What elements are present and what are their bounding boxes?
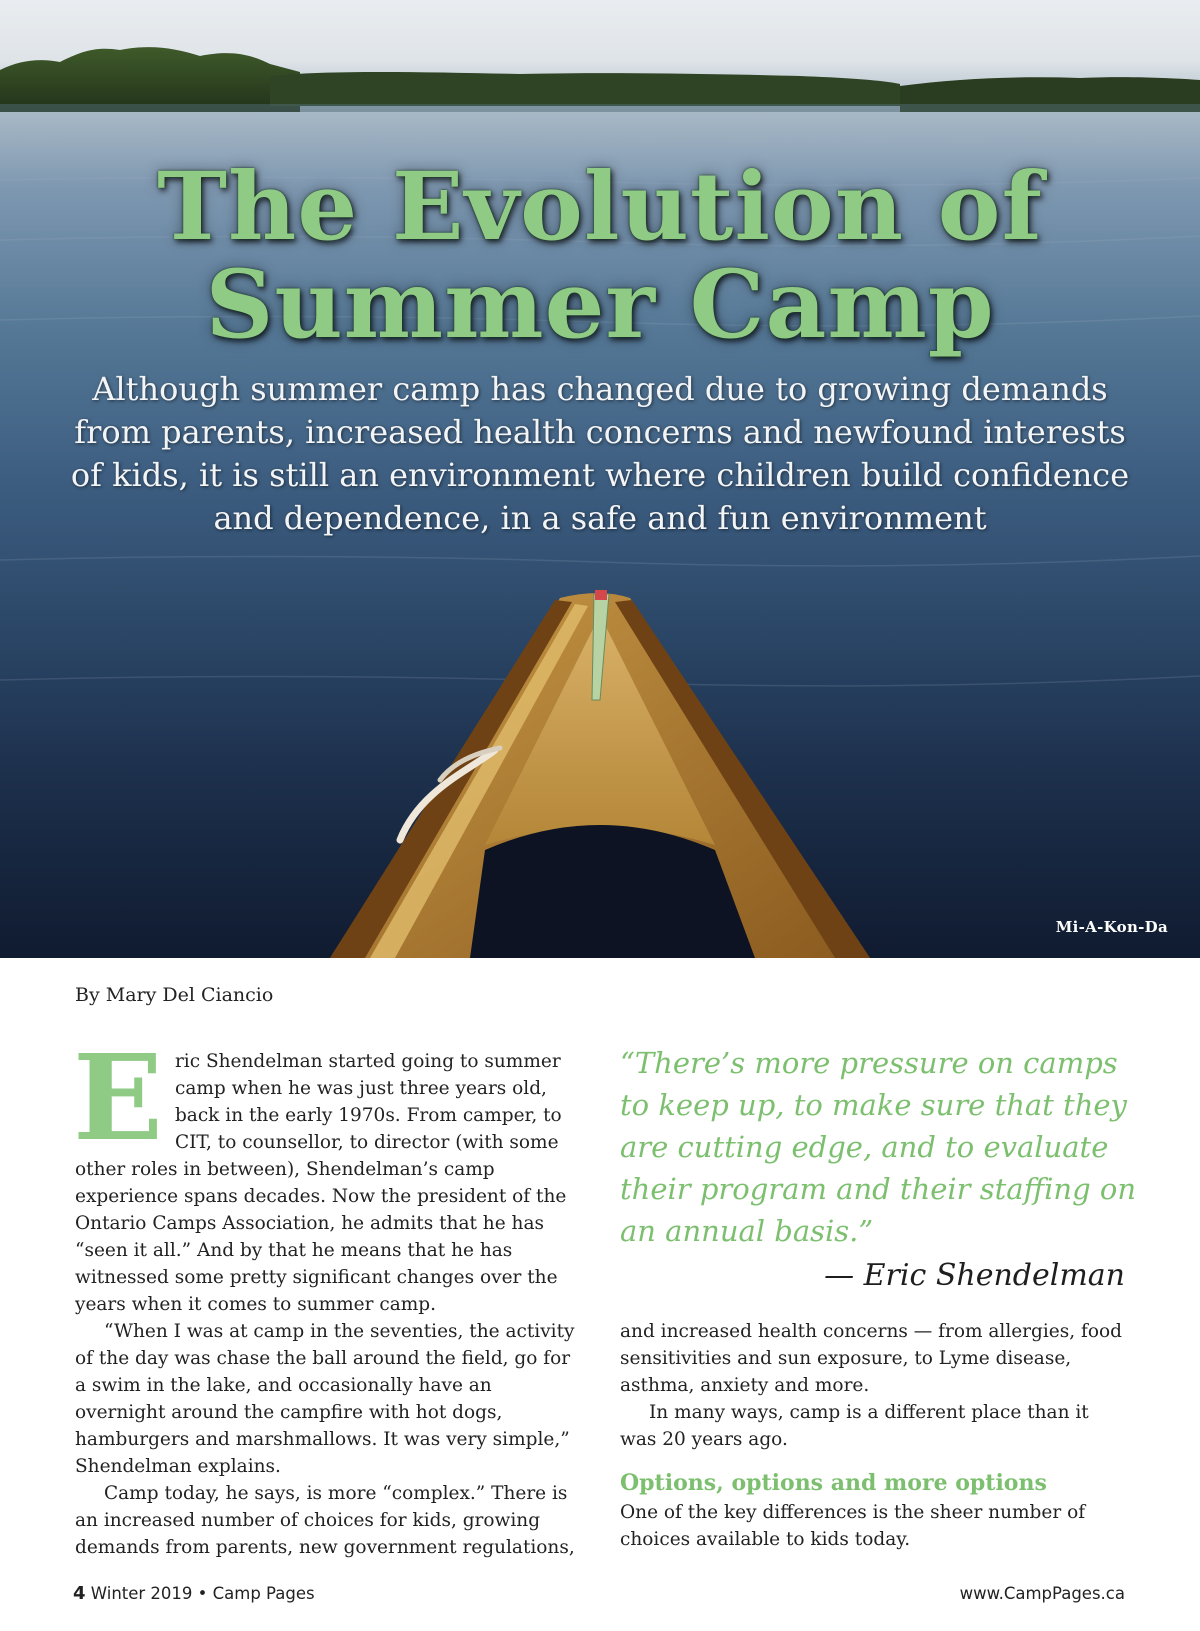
issue-label: Winter 2019 • Camp Pages — [90, 1584, 315, 1603]
section-subhead: Options, options and more options — [620, 1470, 1047, 1496]
paragraph-5: In many ways, camp is a different place than it was 20 years ago. — [620, 1402, 1089, 1450]
paragraph-2: “When I was at camp in the seventies, the activity of the day was chase the ball around the field, go for a swim in the lake, and occasionally have an overnight around the campfire with hot dogs, hamburgers and marshmallows. It was very simple,” Shendelman explains. — [75, 1321, 575, 1477]
shoreline-trees — [0, 47, 1200, 112]
paragraph-4: and increased health concerns — from allergies, food sensitivities and sun exposure, to Lyme disease, asthma, anxiety and more. — [620, 1321, 1122, 1396]
paragraph-1-text: ric Shendelman started going to summer camp when he was just three years old, back in the early 1970s. From camper, to CIT, to counsellor, to director (with some other roles in between), Shendelman’s camp experience spans decades. Now the president of the Ontario Camps Association, he admits that he has “seen it all.” And by that he means that he has witnessed some pretty significant changes over the years when it comes to summer camp. — [75, 1051, 567, 1315]
page-number: 4 — [73, 1583, 86, 1604]
article-title — [0, 152, 1200, 360]
title-line-1: The Evolution of — [157, 152, 1043, 262]
canoe-bow — [330, 590, 870, 958]
paragraph-3: Camp today, he says, is more “complex.” There is an increased number of choices for kids, growing demands from parents, new government regulations, — [75, 1483, 575, 1558]
photo-credit: Mi-A-Kon-Da — [1055, 918, 1168, 936]
pull-quote: “There’s more pressure on camps to keep up, to make sure that they are cutting edge, and to evaluate their program and their staffing on an annual basis.” — [620, 1046, 1137, 1248]
article-column-right — [620, 1318, 1130, 1553]
paragraph-6: One of the key differences is the sheer number of choices available to kids today. — [620, 1502, 1086, 1550]
paragraph-1 — [73, 1028, 585, 1318]
pull-quote-attribution: — Eric Shendelman — [824, 1258, 1125, 1293]
article-deck: Although summer camp has changed due to growing demands from parents, increased health concerns and newfound interests of kids, it is still an environment where children build confidence and dependence, in a safe and fun environment — [70, 370, 1130, 537]
footer-folio — [73, 1583, 315, 1604]
website-link[interactable]: www.CampPages.ca — [959, 1584, 1125, 1603]
title-line-2: Summer Camp — [205, 250, 995, 360]
byline: By Mary Del Ciancio — [75, 984, 274, 1006]
drop-cap: E — [73, 1028, 163, 1167]
article-column-left — [73, 1028, 585, 1561]
